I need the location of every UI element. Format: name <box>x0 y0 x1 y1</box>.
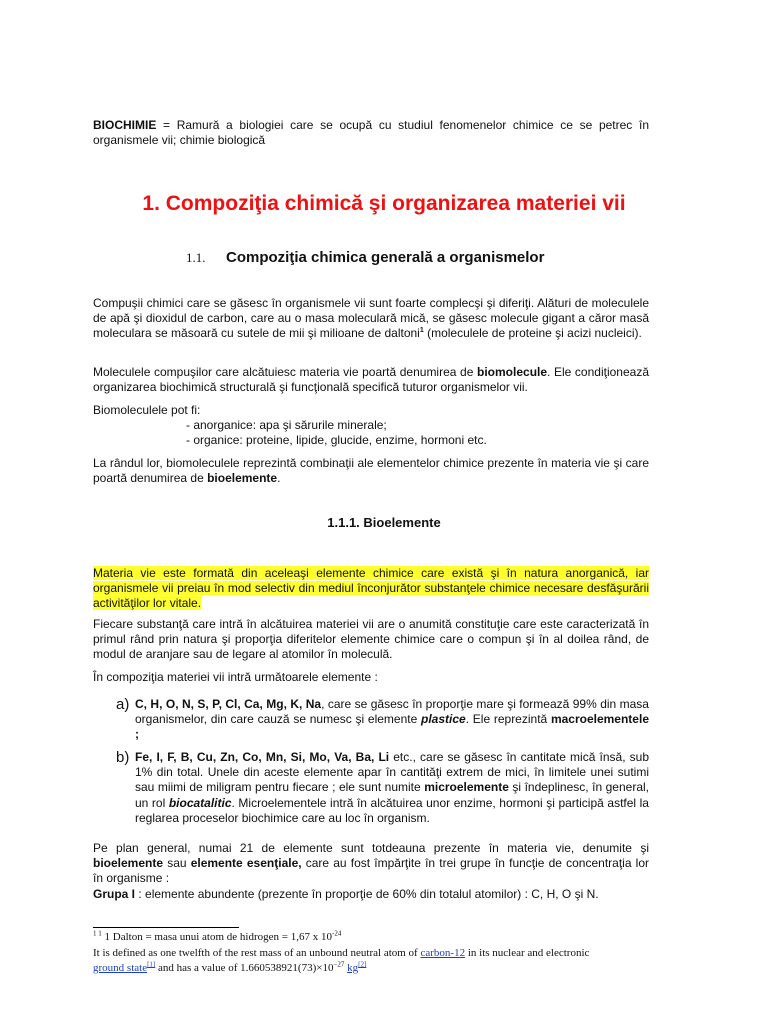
footnote-text: in its nuclear and electronic <box>465 947 590 959</box>
paragraph-text: . <box>277 471 281 486</box>
paragraph-text: : elemente abundente (prezente în proporţie de 60% din totalul atomilor) : C, H, O şi N. <box>135 887 599 901</box>
bold-term: bioelemente <box>207 471 278 486</box>
paragraph-text: Compuşii chimici care se găsesc în organismele vii sunt foarte complecşi şi diferiţi. Alături de moleculele de apă şi dioxidul de carbon, care au o masa moleculară mică, se găsesc molecule gigant a căror masă moleculara se măsoară cu sutele de mii şi milioane de daltoni <box>93 296 649 341</box>
item-text: , care se găsesc în proporţie mare şi formează 99% din masa organismelor, din care cauză se numesc şi elemente <box>135 697 649 727</box>
item-text: şi îndeplinesc, în general, un rol <box>135 780 650 810</box>
paragraph-text: (moleculele de proteine şi acizi nucleici). <box>423 326 642 341</box>
footnote-text: and has a value of 1.660538921(73)×10 <box>155 962 334 974</box>
highlighted-text: Materia vie este formată din aceleaşi elemente chimice care există şi în natura anorganică, iar organismele vii preiau în mod selectiv din mediul înconjurător substanţele chimice necesare desfăşurării activităţilor lor vitale. <box>93 566 649 611</box>
paragraph-text: . Ele condiţionează organizarea biochimică structurală şi funcţională specifică tuturor organismelor vii. <box>93 365 649 395</box>
citation-link[interactable]: [2] <box>358 960 367 969</box>
definition-text: = Ramură a biologiei care se ocupă cu studiul fenomenelor chimice ce se petrec în organismele vii; chimie biologică <box>93 118 649 148</box>
paragraph-text: Pe plan general, numai 21 de elemente sunt totdeauna prezente în materia vie, denumite şi <box>93 841 649 855</box>
paragraph-biomolecule <box>93 365 649 395</box>
section-title: Compoziţia chimica generală a organismelor <box>226 249 545 266</box>
element-list: Fe, I, F, B, Cu, Zn, Co, Mn, Si, Mo, Va, Ba, Li <box>135 750 390 764</box>
footnote-1 <box>93 930 693 945</box>
paragraph-biomoleculele-pot-fi: Biomoleculele pot fi: <box>93 403 201 417</box>
item-text: . Microelementele intră în alcătuirea unor enzime, hormoni şi participă astfel la reglarea proceselor biochimice care au loc în organism. <box>135 795 649 825</box>
list-item-b <box>116 750 649 826</box>
list-item-a <box>116 697 649 743</box>
paragraph-substanta: Fiecare substanţă care intră în alcătuirea materiei vii are o anumită constituţie care este caracterizată în primul rând prin natura şi proporţia diferitelor elemente chimice care o compun şi în al doilea rând, de modul de aranjare sau de legare al atomilor în moleculă. <box>93 617 649 662</box>
carbon-12-link[interactable]: carbon-12 <box>420 947 466 959</box>
paragraph-bioelemente <box>93 456 649 486</box>
chapter-heading: 1. Compoziţia chimică şi organizarea materiei vii <box>142 192 626 215</box>
bold-term: microelemente <box>424 780 509 795</box>
footnote-ref[interactable]: 1 <box>419 327 424 335</box>
bold-italic-term: plastice <box>421 712 466 727</box>
paragraph-compozitia: În compoziţia materiei vii intră următoarele elemente : <box>93 670 378 684</box>
paragraph-text: La rândul lor, biomoleculele reprezintă combinaţii ale elementelor chimice prezente în materia vie şi care poartă denumirea de <box>93 456 649 486</box>
bold-term: Grupa I <box>93 887 136 901</box>
footnote-2 <box>93 946 693 976</box>
list-item: - organice: proteine, lipide, glucide, enzime, hormoni etc. <box>186 433 487 447</box>
paragraph-text: sau <box>163 856 191 871</box>
paragraph-text: Moleculele compuşilor care alcătuiesc materia vie poartă denumirea de <box>93 365 478 379</box>
definition-paragraph <box>93 118 649 148</box>
footnote-text: It is defined as one twelfth of the rest mass of an unbound neutral atom of <box>93 947 421 959</box>
footnote-separator <box>93 927 239 928</box>
definition-term: BIOCHIMIE <box>93 118 157 132</box>
bold-term: macroelementele ; <box>135 712 649 742</box>
list-marker: a) <box>116 696 130 713</box>
paragraph-text: care au fost împărţite în trei grupe în funcţie de concentraţia lor în organisme : <box>93 856 650 886</box>
paragraph-plan-general <box>93 841 649 887</box>
section-heading <box>186 249 544 266</box>
item-text: . Ele reprezintă <box>465 712 551 727</box>
highlighted-paragraph <box>93 566 649 612</box>
list-marker: b) <box>116 749 130 766</box>
ground-state-link[interactable]: ground state <box>93 962 148 974</box>
paragraph-compusi <box>93 296 649 342</box>
item-text: etc., care se găsesc în cantitate mică însă, sub 1% din total. Unele din aceste elemente apar în cantităţi extrem de mici, în limitele unei sutimi sau miimi de miligram pentru fiecare ; ele sunt numite <box>135 750 649 795</box>
bold-term: elemente esenţiale, <box>190 856 302 871</box>
footnote-exponent: -24 <box>331 929 342 938</box>
bold-term: bioelemente <box>93 856 164 871</box>
bold-italic-term: biocatalitic <box>168 795 232 810</box>
section-number: 1.1. <box>186 250 206 265</box>
footnote-text: 1 Dalton = masa unui atom de hidrogen = 1,67 x 10 <box>101 931 332 943</box>
footnote-marker: 1 1 <box>93 929 102 938</box>
element-list: C, H, O, N, S, P, Cl, Ca, Mg, K, Na <box>135 697 322 711</box>
bold-term: biomolecule <box>477 365 548 379</box>
citation-link[interactable]: [1] <box>147 960 156 969</box>
paragraph-grupa-i <box>93 887 649 902</box>
list-item: - anorganice: apa şi sărurile minerale; <box>186 418 387 432</box>
footnote-exponent: −27 <box>333 960 345 969</box>
kg-link[interactable]: kg <box>347 962 359 974</box>
subsection-heading: 1.1.1. Bioelemente <box>327 515 441 530</box>
